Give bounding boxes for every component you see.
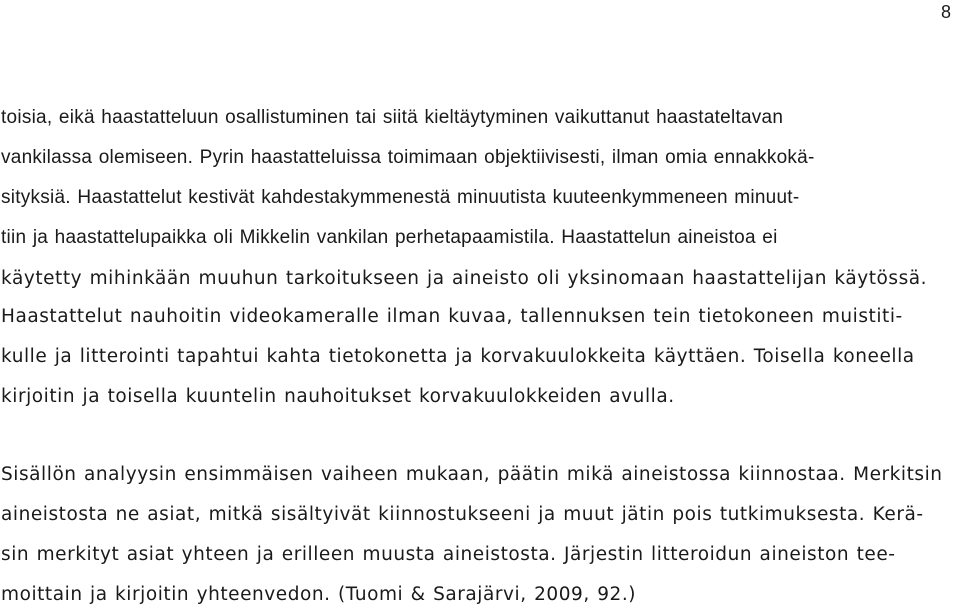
page-number: 8 <box>940 2 951 22</box>
text-line: sityksiä. Haastattelut kestivät kahdestakymmenestä minuutista kuuteenkymmeneen minuut- <box>1 187 800 208</box>
text-line: Sisällön analyysin ensimmäisen vaiheen mukaan, päätin mikä aineistossa kiinnostaa. Merkitsin <box>1 464 943 485</box>
text-line: vankilassa olemiseen. Pyrin haastatteluissa toimimaan objektiivisesti, ilman omia ennakkokä- <box>1 147 815 168</box>
text-line: kulle ja litterointi tapahtui kahta tietokonetta ja korvakuulokkeita käyttäen. Toisella koneella <box>1 346 915 367</box>
text-line: käytetty mihinkään muuhun tarkoitukseen ja aineisto oli yksinomaan haastattelijan käytössä. <box>1 268 928 289</box>
text-line: moittain ja kirjoitin yhteenvedon. (Tuomi & Sarajärvi, 2009, 92.) <box>1 584 637 605</box>
text-line: sin merkityt asiat yhteen ja erilleen muusta aineistosta. Järjestin litteroidun aineiston tee- <box>1 544 896 565</box>
text-line: tiin ja haastattelupaikka oli Mikkelin vankilan perhetapaamistila. Haastattelun aineistoa ei <box>1 227 778 248</box>
text-line: kirjoitin ja toisella kuuntelin nauhoitukset korvakuulokkeiden avulla. <box>1 386 675 407</box>
text-line: aineistosta ne asiat, mitkä sisältyivät kiinnostukseeni ja muut jätin pois tutkimuksesta. Kerä- <box>1 504 924 525</box>
text-line: Haastattelut nauhoitin videokameralle ilman kuvaa, tallennuksen tein tietokoneen muistiti- <box>1 306 903 327</box>
text-line: toisia, eikä haastatteluun osallistuminen tai siitä kieltäytyminen vaikuttanut haastateltavan <box>1 107 784 128</box>
